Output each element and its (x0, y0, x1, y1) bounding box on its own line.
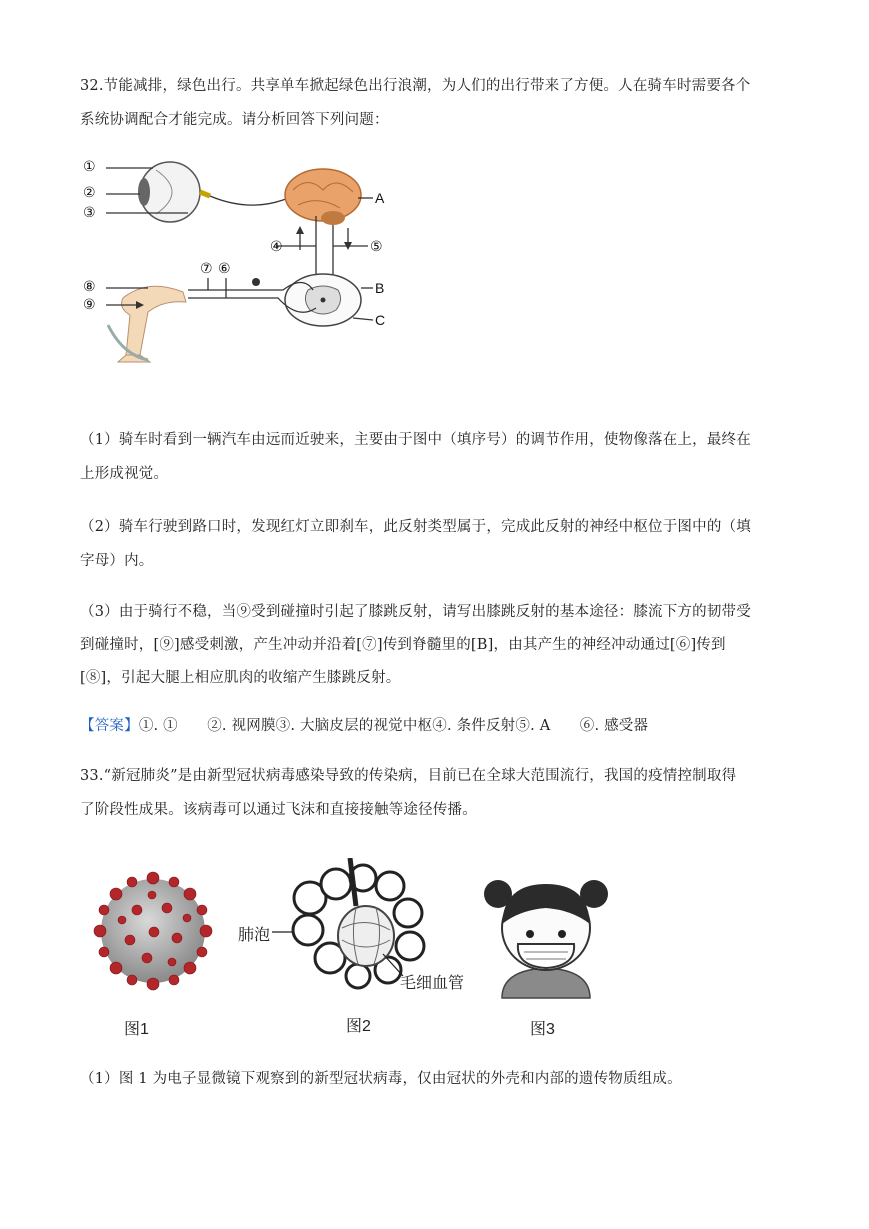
label-5: ⑤ (370, 238, 383, 254)
label-C: C (375, 312, 386, 328)
label-9: ⑨ (83, 296, 96, 312)
label-1: ① (83, 158, 96, 174)
alveoli-figure (238, 858, 478, 998)
q32-stem-line1: 32.节能减排，绿色出行。共享单车掀起绿色出行浪潮，为人们的出行带来了方便。人在骑车时需要各个 (80, 78, 751, 94)
q32-sub3-line3: [⑧]，引起大腿上相应肌肉的收缩产生膝跳反射。 (80, 670, 401, 686)
label-A: A (375, 190, 385, 206)
q32-sub3-line1: （3）由于骑行不稳，当⑨受到碰撞时引起了膝跳反射，请写出膝跳反射的基本途径：膝流下方的韧带受 (80, 604, 751, 620)
reflex-diagram-drawing (78, 150, 398, 370)
label-3: ③ (83, 204, 96, 220)
caption-fig2: 图2 (346, 1018, 371, 1035)
q33-stem-line1: 33.“新冠肺炎”是由新型冠状病毒感染导致的传染病，目前已在全球大范围流行，我国的疫情控制取得 (80, 768, 737, 784)
answer-text: ①. ① ②. 视网膜③. 大脑皮层的视觉中枢④. 条件反射⑤. A ⑥. 感受器 (138, 718, 649, 734)
label-4: ④ (270, 238, 283, 254)
q32-stem-line2: 系统协调配合才能完成。请分析回答下列问题： (80, 112, 389, 128)
q32-sub1-line1: （1）骑车时看到一辆汽车由远而近驶来，主要由于图中（填序号）的调节作用，使物像落在上，最终在 (80, 432, 751, 448)
q32-sub2-line1: （2）骑车行驶到路口时，发现红灯立即刹车，此反射类型属于，完成此反射的神经中枢位于图中的（填 (80, 519, 751, 535)
q32-answer (80, 710, 792, 742)
label-7: ⑦ (200, 260, 213, 276)
caption-fig3: 图3 (530, 1021, 555, 1038)
answer-tag: 【答案】 (80, 718, 139, 734)
caption-fig1: 图1 (124, 1021, 149, 1038)
virus-drawing (92, 870, 214, 992)
virus-figure (92, 870, 214, 992)
label-B: B (375, 280, 385, 296)
masked-girl-drawing (480, 868, 612, 1000)
label-capillary: 毛细血管 (400, 975, 465, 992)
q32-sub2-line2: 字母）内。 (80, 553, 154, 569)
label-8: ⑧ (83, 278, 96, 294)
reflex-diagram (78, 150, 398, 370)
q32-sub3-line2: 到碰撞时，[⑨]感受刺激，产生冲动并沿着[⑦]传到脊髓里的[B]，由其产生的神经冲动通过[⑥]传到 (80, 637, 726, 653)
masked-girl-figure (480, 868, 612, 1000)
label-6: ⑥ (218, 260, 231, 276)
label-alveolus: 肺泡 (238, 927, 271, 944)
q32-sub1-line2: 上形成视觉。 (80, 466, 169, 482)
label-2: ② (83, 184, 96, 200)
q33-stem-line2: 了阶段性成果。该病毒可以通过飞沫和直接接触等途径传播。 (80, 802, 477, 818)
q33-sub1: （1）图 1 为电子显微镜下观察到的新型冠状病毒，仅由冠状的外壳和内部的遗传物质组成。 (80, 1071, 682, 1087)
